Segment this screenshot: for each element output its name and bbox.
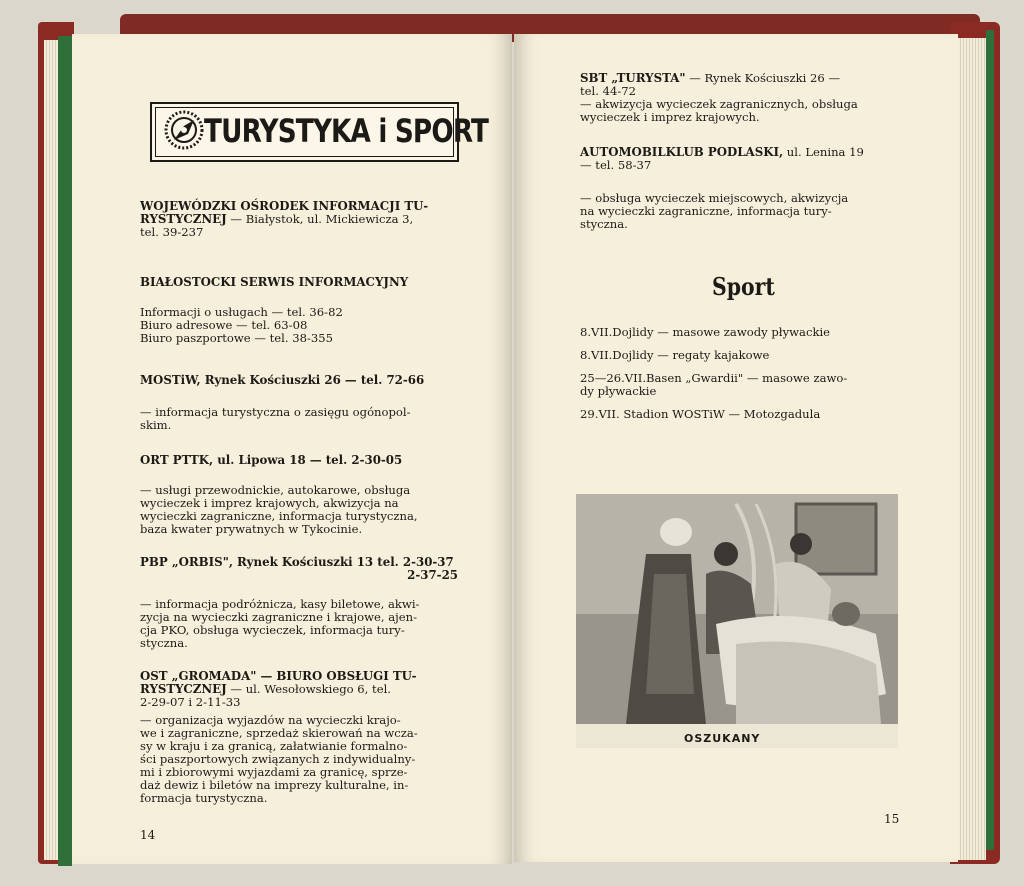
entry-mostiw-details [140,406,458,432]
entry-sbt-details [580,98,904,124]
entry-address: — Rynek Kościuszki 26 — [685,71,841,85]
entry-address: — ul. Wesołowskiego 6, tel. [226,682,391,696]
detail-line: Informacji o usługach — tel. 36-82 [140,305,343,319]
entry-serwis [140,276,458,289]
entry-tel: tel. 39-237 [140,225,204,239]
detail-line: skim. [140,418,172,432]
entry-ort-pttk-details [140,484,458,536]
detail-line: — informacja turystyczna o zasięgu ogónopol- [140,405,411,419]
entry-address: — Białystok, ul. Mickiewicza 3, [226,212,414,226]
entry-heading: RYSTYCZNEJ [140,212,227,226]
detail-line: baza kwater prywatnych w Tykocinie. [140,522,363,536]
detail-line: — informacja podróżnicza, kasy biletowe, akwi- [140,597,420,611]
entry-automobilklub [580,146,904,172]
entry-heading: RYSTYCZNEJ [140,682,227,696]
compass-emblem-icon [162,108,206,152]
entry-tel: 2-29-07 i 2-11-33 [140,695,241,709]
detail-line: styczna. [140,636,188,650]
entry-heading: PBP „ORBIS", Rynek Kościuszki 13 tel. 2-30-37 [140,555,454,569]
event-item: 25—26.VII.Basen „Gwardii" — masowe zawo- [580,371,848,385]
right-page [514,34,958,862]
entry-address: ul. Lenina 19 [783,145,864,159]
entry-gromada [140,670,458,709]
left-page [72,34,512,864]
detail-line: styczna. [580,217,628,231]
event-item: 8.VII.Dojlidy — masowe zawody pływackie [580,325,831,339]
entry-heading: ORT PTTK, ul. Lipowa 18 — tel. 2-30-05 [140,453,403,467]
entry-tel: tel. 44-72 [580,84,637,98]
detail-line: Biuro adresowe — tel. 63-08 [140,318,308,332]
entry-orbis-details [140,598,458,650]
entry-orbis [140,556,458,582]
detail-line: — obsługa wycieczek miejscowych, akwizycja [580,191,849,205]
detail-line: wycieczki zagraniczne, informacja turystyczna, [140,509,418,523]
event-item: 29.VII. Stadion WOSTiW — Motozgadula [580,407,821,421]
entry-automobilklub-details [580,192,904,231]
entry-tel: — tel. 58-37 [580,158,652,172]
page-number-right: 15 [884,812,900,826]
entry-gromada-details [140,714,458,805]
detail-line: — usługi przewodnickie, autokarowe, obsługa [140,483,411,497]
event-list [580,326,904,421]
illustration-photo [576,494,898,748]
entry-heading: OST „GROMADA" — BIURO OBSŁUGI TU- [140,669,417,683]
entry-heading: MOSTiW, Rynek Kościuszki 26 — tel. 72-66 [140,373,425,387]
photo-caption: OSZUKANY [684,732,761,745]
event-item: 8.VII.Dojlidy — regaty kajakowe [580,348,770,362]
entry-ort-pttk [140,454,458,467]
entry-serwis-details [140,306,458,345]
detail-line: wycieczek i imprez krajowych, akwizycja na [140,496,399,510]
detail-line: formacja turystyczna. [140,791,268,805]
detail-line: ści paszportowych związanych z indywidualny- [140,752,416,766]
detail-line: we i zagraniczne, sprzedaż skierowań na wcza- [140,726,418,740]
entry-mostiw [140,374,458,387]
entry-wojewodzki [140,200,458,239]
illustration-scene [576,494,898,748]
green-edge-left [58,36,72,866]
detail-line: na wycieczki zagraniczne, informacja tury- [580,204,832,218]
page-stack-right [958,38,986,860]
detail-line: cja PKO, obsługa wycieczek, informacja tury- [140,623,405,637]
entry-heading: AUTOMOBILKLUB PODLASKI, [580,145,784,159]
logo-text: TURYSTYKA i SPORT [204,112,489,150]
detail-line: sy w kraju i za granicą, załatwianie formalno- [140,739,408,753]
detail-line: mi i zbiorowymi wyjazdami za granicę, sprze- [140,765,408,779]
detail-line: — akwizycja wycieczek zagranicznych, obsługa [580,97,858,111]
entry-heading: BIAŁOSTOCKI SERWIS INFORMACYJNY [140,275,409,289]
entry-heading: WOJEWÓDZKI OŚRODEK INFORMACJI TU- [140,199,429,213]
detail-line: — organizacja wyjazdów na wycieczki krajo- [140,713,401,727]
turystyka-sport-logo [150,102,489,162]
entry-sbt-turysta [580,72,904,98]
detail-line: zycja na wycieczki zagraniczne i krajowe, ajen- [140,610,418,624]
detail-line: Biuro paszportowe — tel. 38-355 [140,331,334,345]
detail-line: wycieczek i imprez krajowych. [580,110,760,124]
green-edge-right [986,30,994,850]
sport-section-title: Sport [712,272,775,301]
page-number-left: 14 [140,828,156,842]
entry-heading: 2-37-25 [407,568,458,582]
detail-line: daż dewiz i biletów na imprezy kulturalne, in- [140,778,409,792]
event-item-continued: dy pływackie [580,384,657,398]
entry-heading: SBT „TURYSTA" [580,71,686,85]
